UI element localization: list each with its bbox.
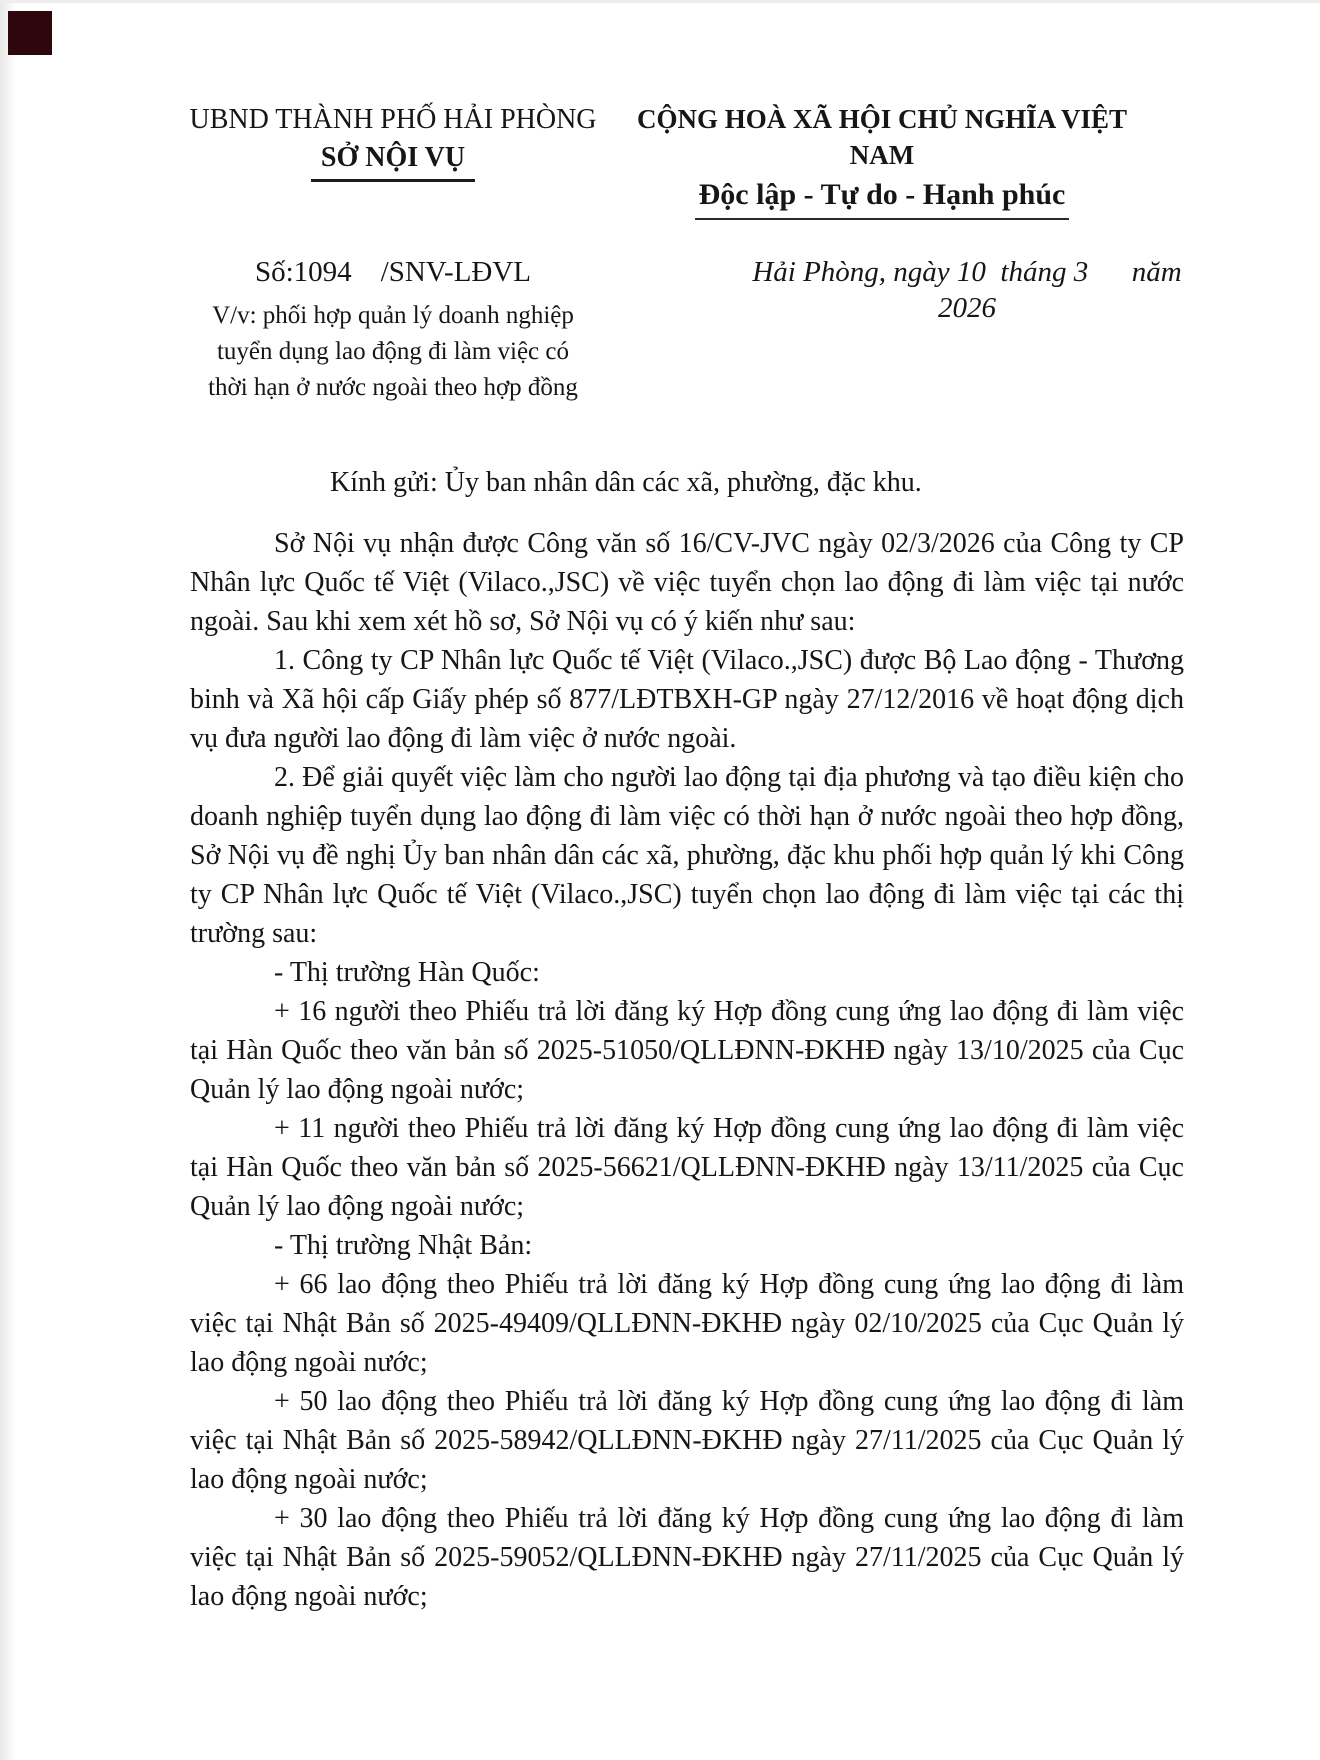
paragraph: - Thị trường Nhật Bản: (274, 1230, 533, 1261)
motto-wrap (608, 175, 1156, 220)
paragraph: + 66 lao động theo Phiếu trả lời đăng ký Hợp đồng cung ứng lao động đi làm việc tại Nhật Bản số 2025-49409/QLLĐNN-ĐKHĐ ngày 02/10/2025 của Cục Quản lý lao động ngoài nước; (190, 1269, 1184, 1378)
agency-name: SỞ NỘI VỤ (311, 139, 475, 182)
date-line: Hải Phòng, ngày 10 tháng 3 năm 2026 (752, 256, 1189, 324)
document-subject (178, 298, 608, 406)
paragraph: 2. Để giải quyết việc làm cho người lao động tại địa phương và tạo điều kiện cho doanh nghiệp tuyển dụng lao động đi làm việc có thời hạn ở nước ngoài theo hợp đồng, Sở Nội vụ đề nghị Ủy ban nhân dân các xã, phường, đặc khu phối hợp quản lý khi Công ty CP Nhân lực Quốc tế Việt (Vilaco.,JSC) tuyển chọn lao động đi làm việc tại các thị trường sau: (190, 762, 1184, 949)
salutation: Kính gửi: Ủy ban nhân dân các xã, phường, đặc khu. (330, 467, 922, 498)
agency-name-wrap (178, 139, 608, 182)
paragraph: + 30 lao động theo Phiếu trả lời đăng ký Hợp đồng cung ứng lao động đi làm việc tại Nhật Bản số 2025-59052/QLLĐNN-ĐKHĐ ngày 27/11/2025 của Cục Quản lý lao động ngoài nước; (190, 1503, 1184, 1612)
document-header (0, 3, 1320, 220)
document-meta-left (178, 254, 608, 406)
paragraph: + 11 người theo Phiếu trả lời đăng ký Hợp đồng cung ứng lao động đi làm việc tại Hàn Quốc theo văn bản số 2025-56621/QLLĐNN-ĐKHĐ ngày 13/11/2025 của Cục Quản lý lao động ngoài nước; (190, 1113, 1184, 1222)
paragraph: + 16 người theo Phiếu trả lời đăng ký Hợp đồng cung ứng lao động đi làm việc tại Hàn Quốc theo văn bản số 2025-51050/QLLĐNN-ĐKHĐ ngày 13/10/2025 của Cục Quản lý lao động ngoài nước; (190, 996, 1184, 1105)
corner-mark (8, 11, 52, 55)
issuing-agency-block (178, 101, 608, 220)
national-title: CỘNG HOÀ XÃ HỘI CHỦ NGHĨA VIỆT NAM (636, 104, 1128, 170)
document-meta-row (0, 254, 1320, 406)
paragraph: - Thị trường Hàn Quốc: (274, 957, 540, 988)
document-number: Số:1094 /SNV-LĐVL (254, 256, 532, 288)
national-header-block (608, 101, 1156, 220)
paragraph: + 50 lao động theo Phiếu trả lời đăng ký Hợp đồng cung ứng lao động đi làm việc tại Nhật Bản số 2025-58942/QLLĐNN-ĐKHĐ ngày 27/11/2025 của Cục Quản lý lao động ngoài nước; (190, 1386, 1184, 1495)
subject-line: thời hạn ở nước ngoài theo hợp đồng (208, 374, 578, 401)
paragraph: 1. Công ty CP Nhân lực Quốc tế Việt (Vilaco.,JSC) được Bộ Lao động - Thương binh và Xã hội cấp Giấy phép số 877/LĐTBXH-GP ngày 27/12/2016 về hoạt động dịch vụ đưa người lao động đi làm việc ở nước ngoài. (190, 645, 1184, 754)
national-motto: Độc lập - Tự do - Hạnh phúc (695, 175, 1070, 220)
document-body (0, 524, 1320, 1616)
subject-line: tuyển dụng lao động đi làm việc có (216, 338, 569, 365)
paragraph: Sở Nội vụ nhận được Công văn số 16/CV-JVC ngày 02/3/2026 của Công ty CP Nhân lực Quốc tế Việt (Vilaco.,JSC) về việc tuyển chọn lao động đi làm việc tại nước ngoài. Sau khi xem xét hồ sơ, Sở Nội vụ có ý kiến như sau: (190, 528, 1184, 637)
subject-line: V/v: phối hợp quản lý doanh nghiệp (212, 302, 574, 329)
parent-agency-name: UBND THÀNH PHỐ HẢI PHÒNG (189, 104, 597, 135)
